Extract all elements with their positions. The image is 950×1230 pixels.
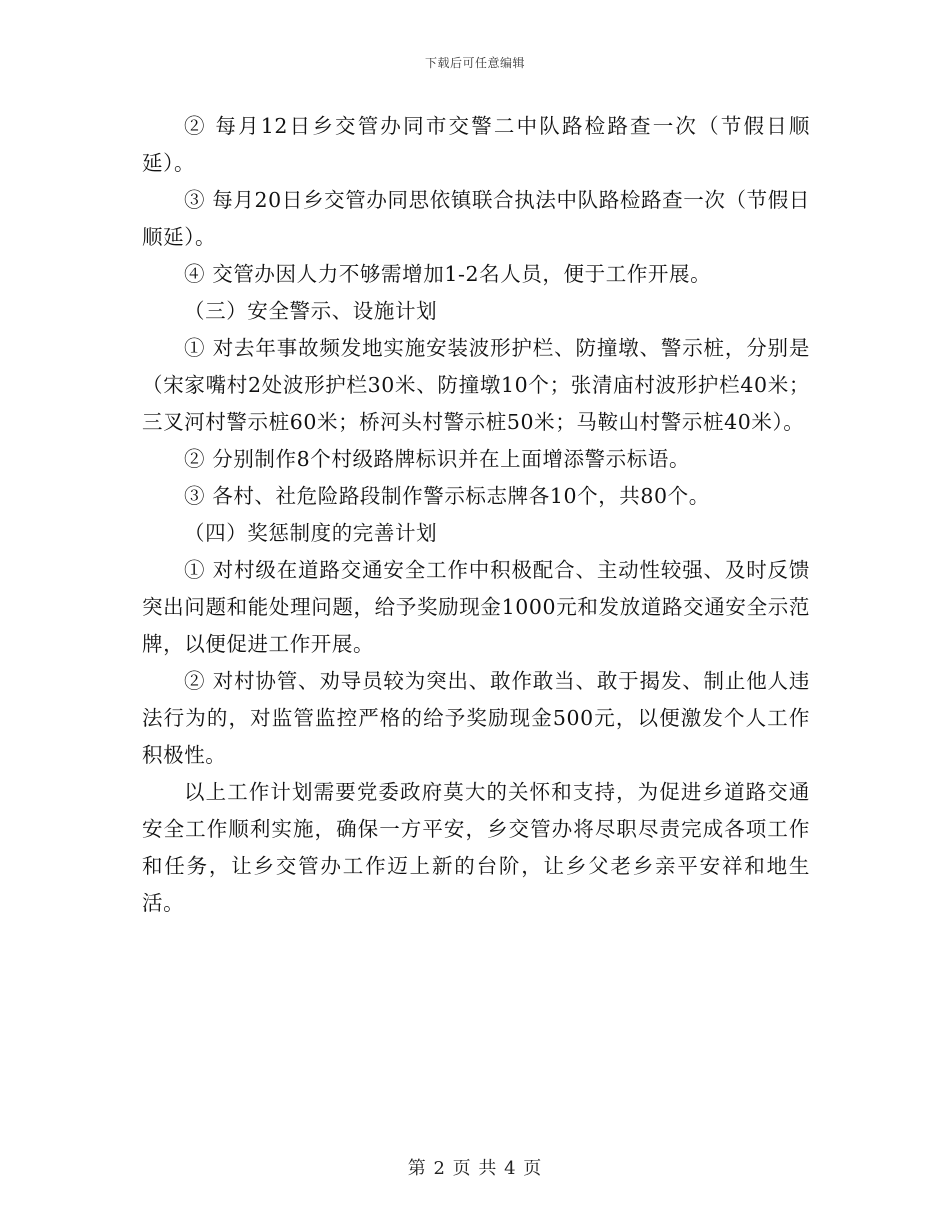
paragraph-staffing: ④ 交管办因人力不够需增加1-2名人员，便于工作开展。: [184, 262, 712, 286]
paragraph-conclusion: 以上工作计划需要党委政府莫大的关怀和支持，为促进乡道路交通安全工作顺利实施，确保一方平安，乡交管办将尽职尽责完成各项工作和任务，让乡交管办工作迈上新的台阶，让乡父老乡亲平安祥和地生活。: [142, 780, 810, 915]
paragraph-checkpoint-12th: ② 每月12日乡交管办同市交警二中队路检路查一次（节假日顺延）。: [142, 114, 810, 175]
paragraph-village-reward: ① 对村级在道路交通安全工作中积极配合、主动性较强、及时反馈突出问题和能处理问题，给予奖励现金1000元和发放道路交通安全示范牌，以便促进工作开展。: [142, 558, 810, 656]
section-heading-rewards: （四）奖惩制度的完善计划: [184, 521, 438, 545]
document-body: [142, 108, 810, 922]
paragraph-individual-reward: ② 对村协管、劝导员较为突出、敢作敢当、敢于揭发、制止他人违法行为的，对监管监控严格的给予奖励现金500元，以便激发个人工作积极性。: [142, 669, 810, 767]
section-heading-safety-facilities: （三）安全警示、设施计划: [184, 299, 438, 323]
paragraph-warning-boards: ③ 各村、社危险路段制作警示标志牌各10个，共80个。: [184, 484, 710, 508]
paragraph-guardrails: ① 对去年事故频发地实施安装波形护栏、防撞墩、警示桩，分别是（宋家嘴村2处波形护栏30米、防撞墩10个；张清庙村波形护栏40米；三叉河村警示桩60米；桥河头村警示桩50米；马鞍山村警示桩40米）。: [142, 336, 810, 434]
paragraph-checkpoint-20th: ③ 每月20日乡交管办同思依镇联合执法中队路检路查一次（节假日顺延）。: [142, 188, 810, 249]
header-note: 下载后可任意编辑: [424, 56, 525, 70]
paragraph-road-signs: ② 分别制作8个村级路牌标识并在上面增添警示标语。: [184, 447, 691, 471]
page-number: 第 2 页 共 4 页: [407, 1158, 543, 1179]
